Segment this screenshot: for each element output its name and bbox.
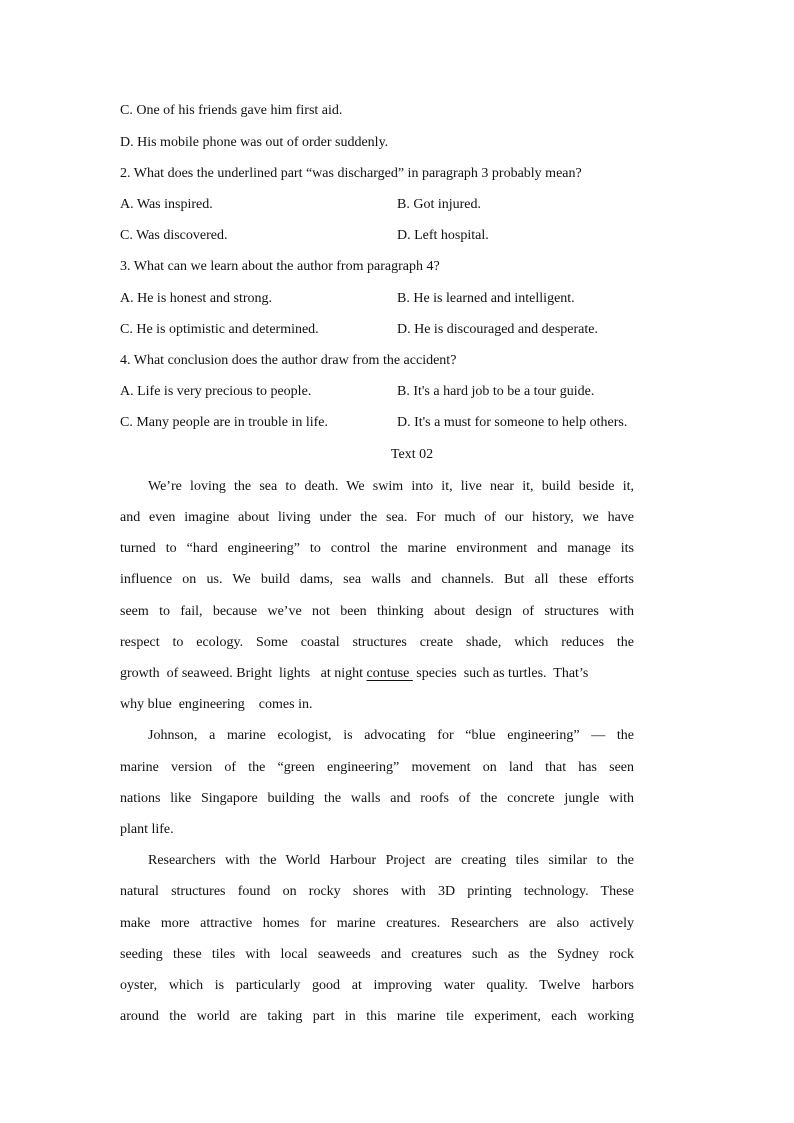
p3-line-3: make more attractive homes for marine creatures. Researchers are also actively <box>120 916 634 931</box>
p3-line-1: Researchers with the World Harbour Project are creating tiles similar to the <box>148 853 634 868</box>
p1-line-2: and even imagine about living under the sea. For much of our history, we have <box>120 510 634 525</box>
q2-option-d: D. Left hospital. <box>397 228 489 243</box>
q4-option-a: A. Life is very precious to people. <box>120 384 312 399</box>
q3-option-a: A. He is honest and strong. <box>120 291 273 306</box>
q3-option-b: B. He is learned and intelligent. <box>397 291 575 306</box>
q2-option-b: B. Got injured. <box>397 197 481 212</box>
q4-option-b: B. It's a hard job to be a tour guide. <box>397 384 595 399</box>
p3-line-6: around the world are taking part in this marine tile experiment, each working <box>120 1009 634 1024</box>
q3-stem: 3. What can we learn about the author from paragraph 4? <box>120 259 440 274</box>
p1-line-4: influence on us. We build dams, sea walls and channels. But all these efforts <box>120 572 634 587</box>
p3-line-5: oyster, which is particularly good at improving water quality. Twelve harbors <box>120 978 634 993</box>
p3-line-4: seeding these tiles with local seaweeds and creatures such as the Sydney rock <box>120 947 634 962</box>
q3-option-c: C. He is optimistic and determined. <box>120 322 319 337</box>
q3-option-d: D. He is discouraged and desperate. <box>397 322 598 337</box>
p1-line-8: why blue engineering comes in. <box>120 697 313 712</box>
p1-line-6: respect to ecology. Some coastal structures create shade, which reduces the <box>120 635 634 650</box>
q1-option-c: C. One of his friends gave him first aid. <box>120 103 343 118</box>
p2-line-3: nations like Singapore building the walls and roofs of the concrete jungle with <box>120 791 634 806</box>
p1-line-3: turned to “hard engineering” to control the marine environment and manage its <box>120 541 634 556</box>
p2-line-2: marine version of the “green engineering” movement on land that has seen <box>120 760 634 775</box>
q2-option-a: A. Was inspired. <box>120 197 213 212</box>
underlined-word-contuse: contuse <box>366 666 413 681</box>
q4-stem: 4. What conclusion does the author draw from the accident? <box>120 353 457 368</box>
q4-option-c: C. Many people are in trouble in life. <box>120 415 328 430</box>
p2-line-4: plant life. <box>120 822 174 837</box>
p1-line-7-start: growth of seaweed. Bright lights at night <box>120 666 367 681</box>
p2-line-1: Johnson, a marine ecologist, is advocating for “blue engineering” — the <box>148 728 634 743</box>
p1-line-7 <box>120 664 634 684</box>
q1-option-d: D. His mobile phone was out of order suddenly. <box>120 135 389 150</box>
q2-option-c: C. Was discovered. <box>120 228 228 243</box>
p3-line-2: natural structures found on rocky shores with 3D printing technology. These <box>120 884 634 899</box>
q2-stem: 2. What does the underlined part “was discharged” in paragraph 3 probably mean? <box>120 166 582 181</box>
text-heading: Text 02 <box>390 447 434 462</box>
p1-line-1: We’re loving the sea to death. We swim into it, live near it, build beside it, <box>148 479 634 494</box>
p1-line-5: seem to fail, because we’ve not been thinking about design of structures with <box>120 604 634 619</box>
q4-option-d: D. It's a must for someone to help others. <box>397 415 628 430</box>
p1-line-7-end: species such as turtles. That’s <box>412 666 589 681</box>
